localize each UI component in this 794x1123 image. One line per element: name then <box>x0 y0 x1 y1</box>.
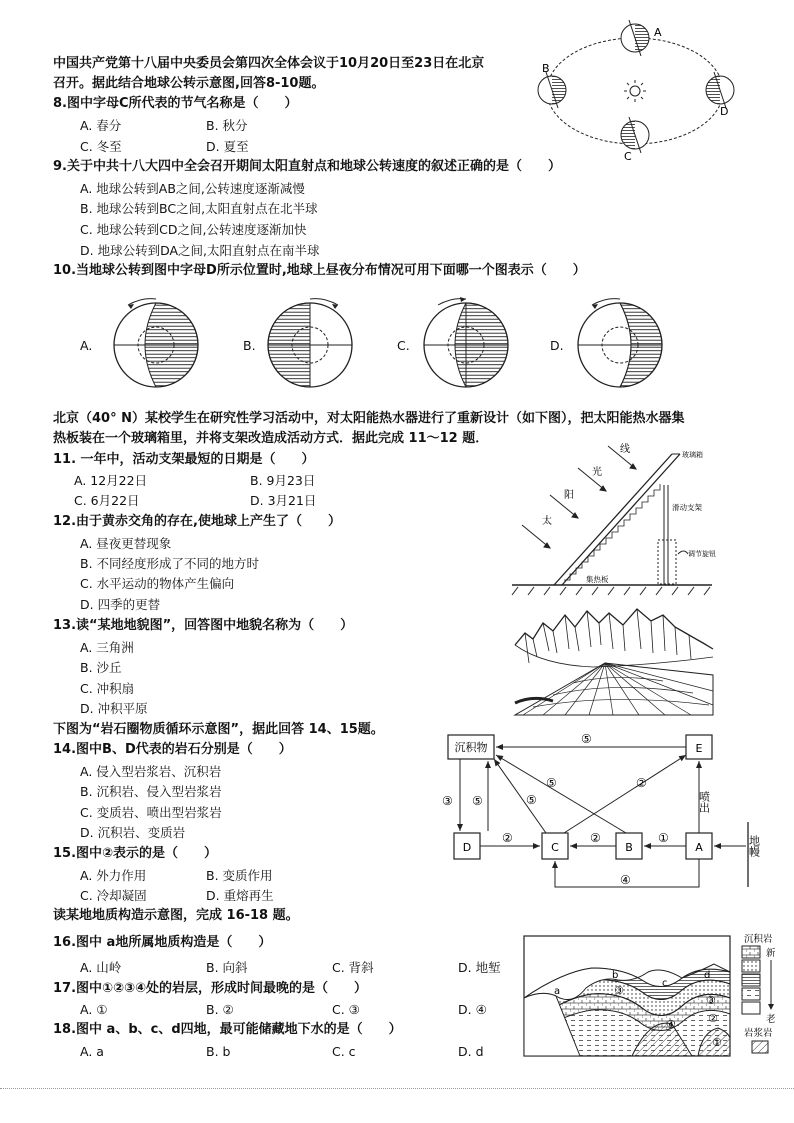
option: A. 三角洲 <box>80 640 134 655</box>
slide-support-label: 滑动支架 <box>672 503 702 512</box>
intro-line: 中国共产党第十八届中央委员会第四次全体会议于10月20日至23日在北京 <box>53 56 485 71</box>
ray-label: 阳 <box>564 490 574 501</box>
ray-label: 光 <box>592 467 602 478</box>
orbit-label: C <box>624 150 632 163</box>
option: B. 9月23日 <box>250 473 316 488</box>
option: B. 沉积岩、侵入型岩浆岩 <box>80 784 222 799</box>
process-label: ⑤ <box>581 732 592 746</box>
question-14: 14.图中B、D代表的岩石分别是（ ） <box>53 742 292 757</box>
intro-line: 召开。据此结合地球公转示意图,回答8-10题。 <box>53 76 325 91</box>
node-b: B <box>625 841 633 854</box>
orbit-diagram <box>530 18 745 168</box>
process-label: ② <box>590 831 601 845</box>
option: D. 四季的更替 <box>80 597 161 612</box>
option: B. 秋分 <box>206 118 248 133</box>
option: B. 不同经度形成了不同的地方时 <box>80 556 260 571</box>
question-9: 9.关于中共十八大四中全会召开期间太阳直射点和地球公转速度的叙述正确的是（ ） <box>53 159 561 174</box>
node-e: E <box>695 742 703 755</box>
option: A. 外力作用 <box>80 868 147 883</box>
orbit-label: B <box>542 62 550 75</box>
process-label: ③ <box>442 794 453 808</box>
option: C. 背斜 <box>332 960 374 975</box>
intro-line: 北京（40° N）某校学生在研究性学习活动中，对太阳能热水器进行了重新设计（如下图），把太阳能热水器集 <box>53 411 685 426</box>
geologic-structure-diagram <box>522 928 792 1060</box>
option: B. ② <box>206 1002 234 1017</box>
option: B. <box>243 338 256 353</box>
orbit-label: D <box>720 105 729 118</box>
option: D. <box>550 338 564 353</box>
legend-new: 新 <box>766 948 776 959</box>
eruption-label: 喷出 <box>697 791 711 813</box>
option: A. 昼夜更替现象 <box>80 536 172 551</box>
process-label: ⑤ <box>472 794 483 808</box>
option: B. 沙丘 <box>80 660 122 675</box>
question-11: 11. 一年中，活动支架最短的日期是（ ） <box>53 452 315 467</box>
collector-plate-label: 集热板 <box>586 575 609 584</box>
option: D. 重熔再生 <box>206 888 274 903</box>
intro-line: 下图为“岩石圈物质循环示意图”，据此回答 14、15题。 <box>53 722 384 737</box>
intro-line: 热板装在一个玻璃箱里，并将支架改造成活动方式．据此完成 11～12 题． <box>53 431 489 446</box>
legend-old: 老 <box>766 1014 776 1025</box>
option: B. b <box>206 1044 231 1059</box>
option-c-figure <box>418 293 514 393</box>
option: D. ④ <box>458 1002 487 1017</box>
node-c: C <box>551 841 559 854</box>
option-b-figure <box>262 293 358 393</box>
layer-2: ② <box>708 1012 718 1025</box>
option: D. 地球公转到DA之间,太阳直射点在南半球 <box>80 243 320 258</box>
layer-3: ③ <box>706 994 716 1007</box>
option: C. <box>397 338 410 353</box>
mantle-label: 地幔 <box>747 835 761 857</box>
earth-b <box>538 72 566 108</box>
ray-label: 线 <box>620 444 630 455</box>
option: C. 冷却凝固 <box>80 888 147 903</box>
option: B. 向斜 <box>206 960 248 975</box>
adjust-knob-label: 调节旋钮 <box>688 550 716 558</box>
glass-box-label: 玻璃箱 <box>682 451 703 459</box>
option: B. 地球公转到BC之间,太阳直射点在北半球 <box>80 201 318 216</box>
process-label: ⑤ <box>546 776 557 790</box>
question-10: 10.当地球公转到图中字母D所示位置时,地球上昼夜分布情况可用下面哪一个图表示（ ） <box>53 263 586 278</box>
landform-sketch <box>513 605 715 723</box>
sediment-box: 沉积物 <box>454 741 488 754</box>
option: D. 夏至 <box>206 139 249 154</box>
option: A. 12月22日 <box>74 473 148 488</box>
orbit-label: A <box>654 26 662 39</box>
option: A. 侵入型岩浆岩、沉积岩 <box>80 764 222 779</box>
option: A. <box>80 338 93 353</box>
process-label: ② <box>636 776 647 790</box>
point-b: b <box>612 970 619 981</box>
question-8: 8.图中字母C所代表的节气名称是（ ） <box>53 96 298 111</box>
question-16: 16.图中 a地所属地质构造是（ ） <box>53 935 272 950</box>
point-a: a <box>554 986 561 997</box>
option: D. 3月21日 <box>250 493 317 508</box>
process-label: ① <box>658 831 669 845</box>
layer-4: ④ <box>666 1018 676 1031</box>
option-a-figure <box>108 293 204 393</box>
rock-cycle-diagram <box>436 727 770 902</box>
solar-heater-diagram <box>512 440 722 605</box>
layer-1: ① <box>712 1036 722 1049</box>
option: D. 沉积岩、变质岩 <box>80 825 186 840</box>
point-c: c <box>662 978 668 989</box>
process-label: ④ <box>620 873 631 887</box>
option: A. a <box>80 1044 104 1059</box>
option: D. 冲积平原 <box>80 701 148 716</box>
process-label: ⑤ <box>526 793 537 807</box>
earth-a <box>621 20 649 56</box>
point-d: d <box>704 970 711 981</box>
option: A. 山岭 <box>80 960 122 975</box>
page-bottom-divider <box>0 1088 794 1089</box>
node-d: D <box>462 841 472 854</box>
question-13: 13.读“某地地貌图”，回答图中地貌名称为（ ） <box>53 618 354 633</box>
option: A. 地球公转到AB之间,公转速度逐渐减慢 <box>80 181 305 196</box>
option: C. c <box>332 1044 356 1059</box>
option: C. 水平运动的物体产生偏向 <box>80 576 235 591</box>
option: C. 变质岩、喷出型岩浆岩 <box>80 805 222 820</box>
option: C. 6月22日 <box>74 493 140 508</box>
option: C. 冲积扇 <box>80 681 135 696</box>
ray-label: 太 <box>542 516 552 527</box>
option-d-figure <box>572 293 668 393</box>
question-18: 18.图中 a、b、c、d四地，最可能储藏地下水的是（ ） <box>53 1022 402 1037</box>
option: D. 地堑 <box>458 960 501 975</box>
option: C. 地球公转到CD之间,公转速度逐渐加快 <box>80 222 307 237</box>
option: C. ③ <box>332 1002 360 1017</box>
option: B. 变质作用 <box>206 868 273 883</box>
process-label: ② <box>502 831 513 845</box>
legend-sedimentary: 沉积岩 <box>744 934 773 945</box>
option: A. 春分 <box>80 118 122 133</box>
layer-3: ③ <box>614 984 624 997</box>
option: D. d <box>458 1044 484 1059</box>
question-17: 17.图中①②③④处的岩层，形成时间最晚的是（ ） <box>53 981 368 996</box>
option: C. 冬至 <box>80 139 122 154</box>
question-12: 12.由于黄赤交角的存在,使地球上产生了（ ） <box>53 514 341 529</box>
node-a: A <box>695 841 703 854</box>
option: A. ① <box>80 1002 108 1017</box>
earth-c <box>621 117 649 153</box>
earth-d <box>706 72 734 108</box>
question-15: 15.图中②表示的是（ ） <box>53 846 218 861</box>
intro-line: 读某地地质构造示意图，完成 16-18 题。 <box>53 908 299 923</box>
legend-igneous: 岩浆岩 <box>744 1028 773 1039</box>
sun-icon <box>624 80 646 102</box>
